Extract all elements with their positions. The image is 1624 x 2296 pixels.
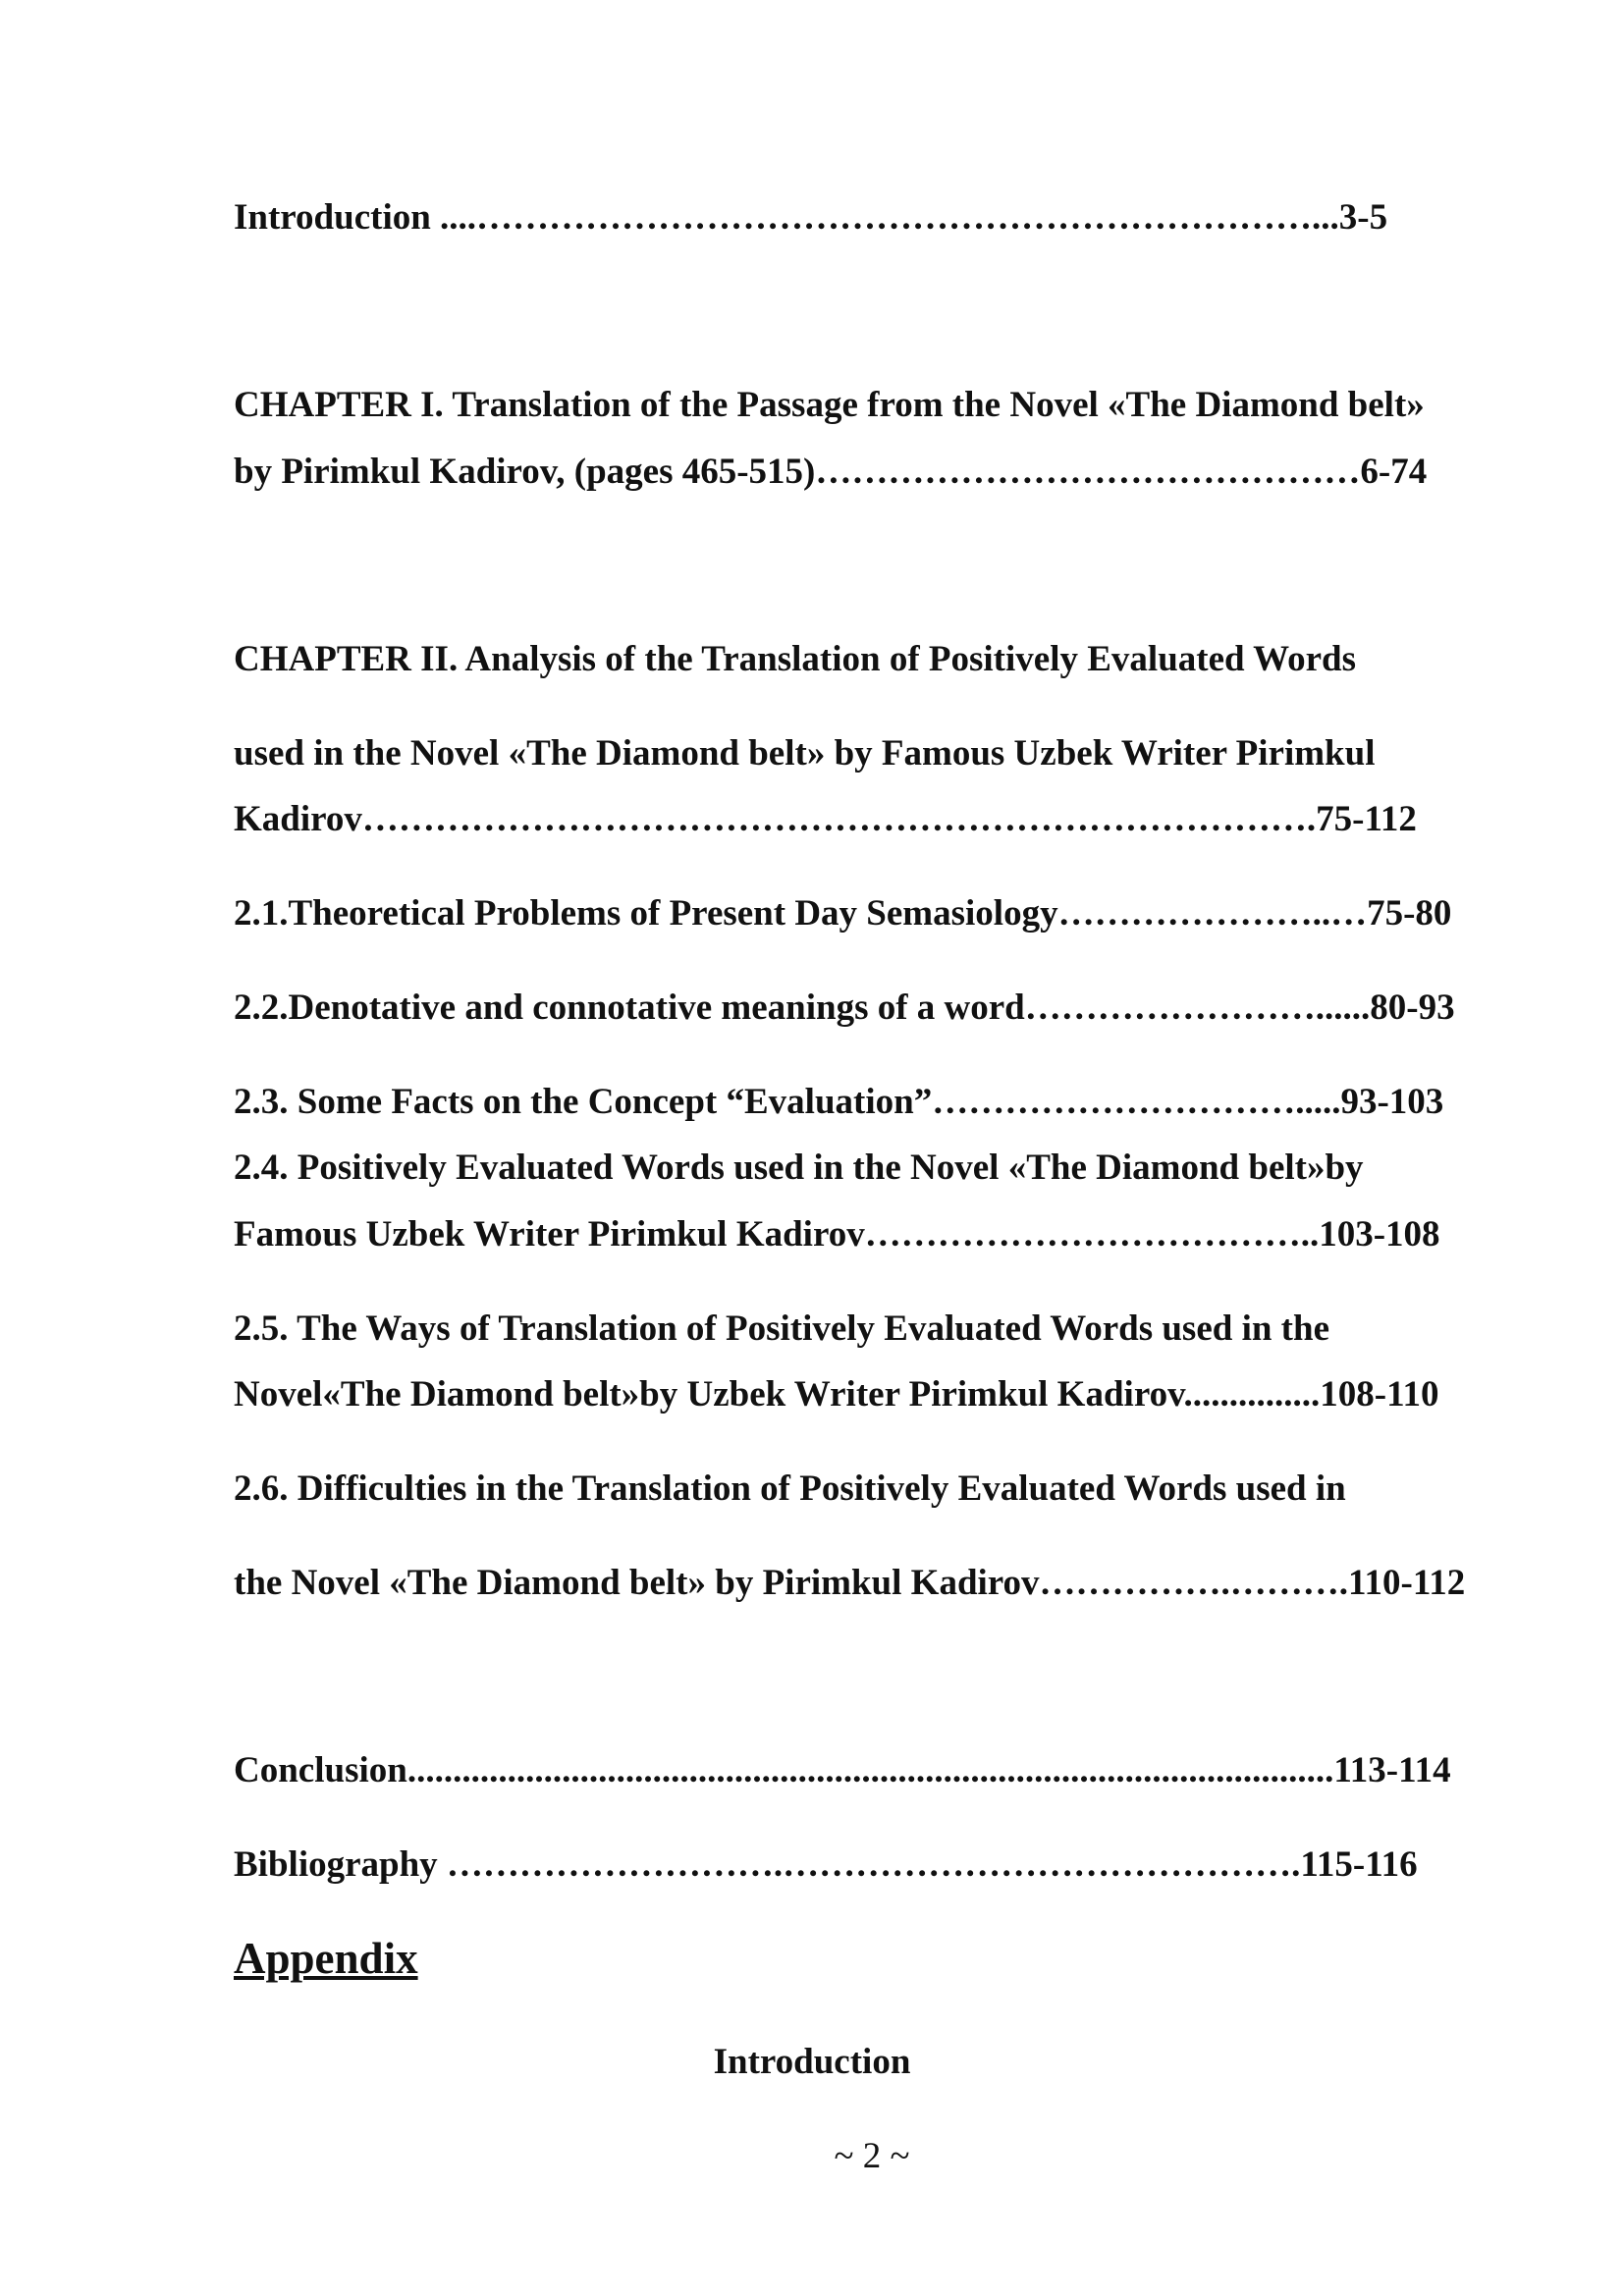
section-title-introduction: Introduction [713, 2042, 911, 2082]
toc-entry-2-5: 2.5. The Ways of Translation of Positively Evaluated Words used in the [234, 1308, 1329, 1349]
toc-entry-2-3: 2.3. Some Facts on the Concept “Evaluation”………………………….....93-103 [234, 1082, 1444, 1122]
toc-entry-2-1: 2.1.Theoretical Problems of Present Day Semasiology…………………..…75-80 [234, 893, 1452, 934]
toc-entry-2-4-cont: Famous Uzbek Writer Pirimkul Kadirov………………………………..103-108 [234, 1214, 1440, 1255]
toc-entry-chapter-2-cont: used in the Novel «The Diamond belt» by Famous Uzbek Writer Pirimkul [234, 733, 1376, 774]
appendix-heading: Appendix [234, 1934, 418, 1983]
toc-entry-chapter-1-cont: by Pirimkul Kadirov, (pages 465-515)………………………………………6-74 [234, 452, 1428, 492]
toc-entry-2-6-cont: the Novel «The Diamond belt» by Pirimkul Kadirov…………….……….110-112 [234, 1563, 1466, 1603]
toc-entry-chapter-2-cont: Kadirov…………………………………………………………………….75-112 [234, 799, 1417, 839]
toc-entry-chapter-2: CHAPTER II. Analysis of the Translation of Positively Evaluated Words [234, 639, 1357, 679]
toc-entry-conclusion: Conclusion......................................................................................................113-114 [234, 1750, 1451, 1790]
toc-entry-2-6: 2.6. Difficulties in the Translation of Positively Evaluated Words used in [234, 1468, 1346, 1509]
toc-entry-introduction: Introduction ....……………………………………………………………...3-5 [234, 197, 1388, 238]
toc-entry-2-2: 2.2.Denotative and connotative meanings of a word……………………......80-93 [234, 988, 1455, 1028]
page-number: ~ 2 ~ [834, 2136, 910, 2176]
toc-entry-2-5-cont: Novel«The Diamond belt»by Uzbek Writer Pirimkul Kadirov...............108-110 [234, 1374, 1439, 1415]
toc-entry-bibliography: Bibliography ……………………….…………………………………….115-116 [234, 1844, 1418, 1885]
toc-entry-chapter-1: CHAPTER I. Translation of the Passage from the Novel «The Diamond belt» [234, 385, 1425, 425]
toc-entry-2-4: 2.4. Positively Evaluated Words used in the Novel «The Diamond belt»by [234, 1148, 1364, 1188]
